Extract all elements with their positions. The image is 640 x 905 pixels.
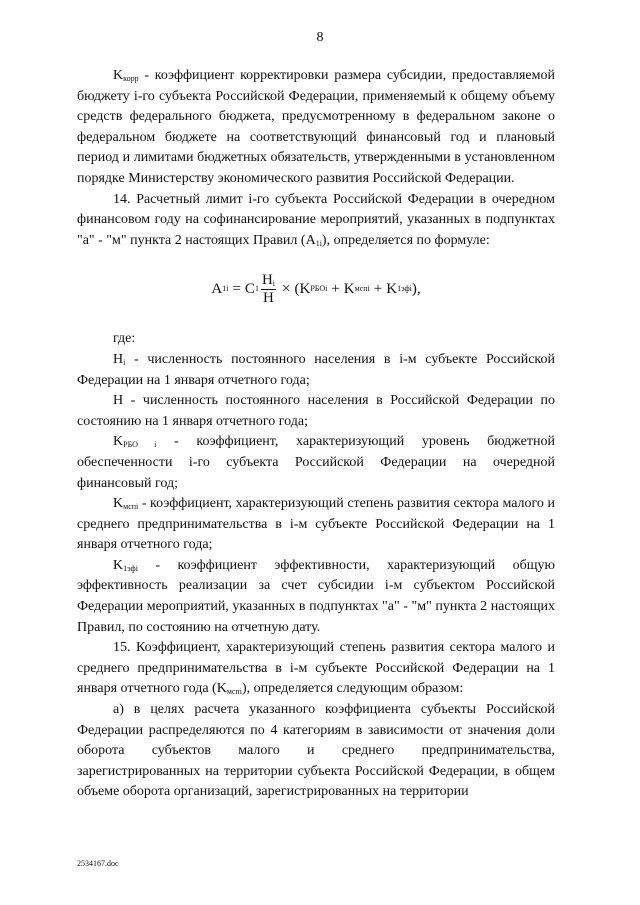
item-14-text: 14. Расчетный лимит i-го субъекта Российской Федерации в очередном финансовом году на софинансирование мероприятий, указанных в подпунктах "а" - "м" пункта 2 настоящих Правил (A	[77, 191, 555, 248]
def-hi-sym: H	[113, 351, 124, 367]
file-name-footer: 2534167.doc	[77, 859, 119, 868]
formula-num-sub: i	[272, 278, 276, 288]
def-k-ef-sym: K	[113, 557, 124, 573]
item-15-text: 15. Коэффициент, характеризующий степень развития сектора малого и среднего предпринимательства в i-м субъекте Российской Федерации на 1 января отчетного года (K	[77, 640, 555, 697]
def-h	[77, 391, 555, 432]
def-k-ef-sub: 1эфi	[123, 563, 138, 573]
def-h-text: H - численность постоянного населения в Российской Федерации по состоянию на 1 января отчетного года;	[77, 393, 555, 429]
document-body	[77, 66, 555, 803]
formula-fraction	[261, 272, 276, 307]
k-korr-symbol: K	[113, 68, 124, 83]
def-hi	[77, 350, 555, 391]
formula-num-sym: H	[261, 271, 273, 288]
k-korr-text: - коэффициент корректировки размера субсидии, предоставляемой бюджету i-го субъекта Российской Федерации, применяемый к общему объему средств федерального бюджета, предусмотренному в федеральном законе о федеральном бюджете на соответствующий финансовый год и плановый период и лимитами бюджетных обязательств, утвержденными в установленном порядке Министерству экономического развития Российской Федерации.	[77, 68, 555, 186]
def-k-rbo-sub: РБО i	[123, 440, 157, 450]
formula-plus-1: +	[331, 281, 340, 298]
formula-k3: K	[386, 281, 398, 298]
formula-numerator	[261, 272, 276, 290]
def-k-msp-text: - коэффициент, характеризующий степень развития сектора малого и среднего предпринимательства в i-м субъекте Российской Федерации на 1 января отчетного года;	[77, 496, 555, 553]
formula-c: C	[244, 281, 255, 298]
def-k-msp	[77, 494, 555, 556]
formula-lhs: A	[211, 281, 223, 298]
def-k-msp-sym: K	[113, 496, 124, 512]
formula-k1: K	[299, 281, 311, 298]
item-15-text-after: ), определяется следующим образом:	[241, 681, 464, 697]
formula-open-paren: (	[294, 281, 300, 298]
formula-close-paren: )	[411, 281, 417, 298]
def-k-ef	[77, 556, 555, 638]
formula-plus-2: +	[373, 281, 383, 298]
item-15	[77, 638, 555, 700]
def-hi-text: - численность постоянного населения в i-м субъекте Российской Федерации на 1 января отчетного года;	[77, 351, 555, 388]
item-15-sub: мспi	[226, 687, 242, 697]
def-k-ef-text: - коэффициент эффективности, характеризующий общую эффективность реализации за счет субсидии i-м субъектом Российской Федерации мероприятий, указанных в подпунктах "а" - "м" пункта 2 настоящих Правил, по состоянию на отчетную дату.	[77, 557, 555, 635]
item-15-a: а) в целях расчета указанного коэффициента субъекты Российской Федерации распределяются по 4 категориям в зависимости от значения доли оборота субъектов малого и среднего предпринимательства, зарегистрированных на территории субъекта Российской Федерации, в общем объеме оборота организаций, зарегистрированных на территории	[77, 702, 555, 800]
def-hi-sub: i	[123, 357, 126, 367]
item-14	[77, 190, 555, 252]
item-14-sub: 1i	[315, 238, 322, 248]
formula-denominator: H	[263, 289, 274, 306]
def-k-rbo-text: - коэффициент, характеризующий уровень бюджетной обеспеченности i-го субъекта Российской Федерации на очередной финансовый год;	[77, 434, 555, 491]
formula-times: ×	[282, 281, 291, 298]
k-korr-subscript: корр	[123, 74, 139, 83]
page-number: 8	[316, 30, 324, 45]
where-label: где:	[113, 331, 136, 347]
formula-equals: =	[232, 281, 241, 298]
k-korr-definition	[77, 66, 555, 190]
def-k-rbo-sym: K	[113, 434, 124, 450]
formula: A 1i = C 1 $\frac{H_i}{H}$ × ( K РБОi + K мспi + K 1эфi ) ,	[211, 271, 421, 306]
formula-end: ,	[416, 281, 421, 298]
formula-k2: K	[343, 281, 355, 298]
def-k-msp-sub: мспi	[123, 502, 139, 512]
item-14-text-after: ), определяется по формуле:	[321, 232, 490, 248]
def-k-rbo	[77, 432, 555, 494]
